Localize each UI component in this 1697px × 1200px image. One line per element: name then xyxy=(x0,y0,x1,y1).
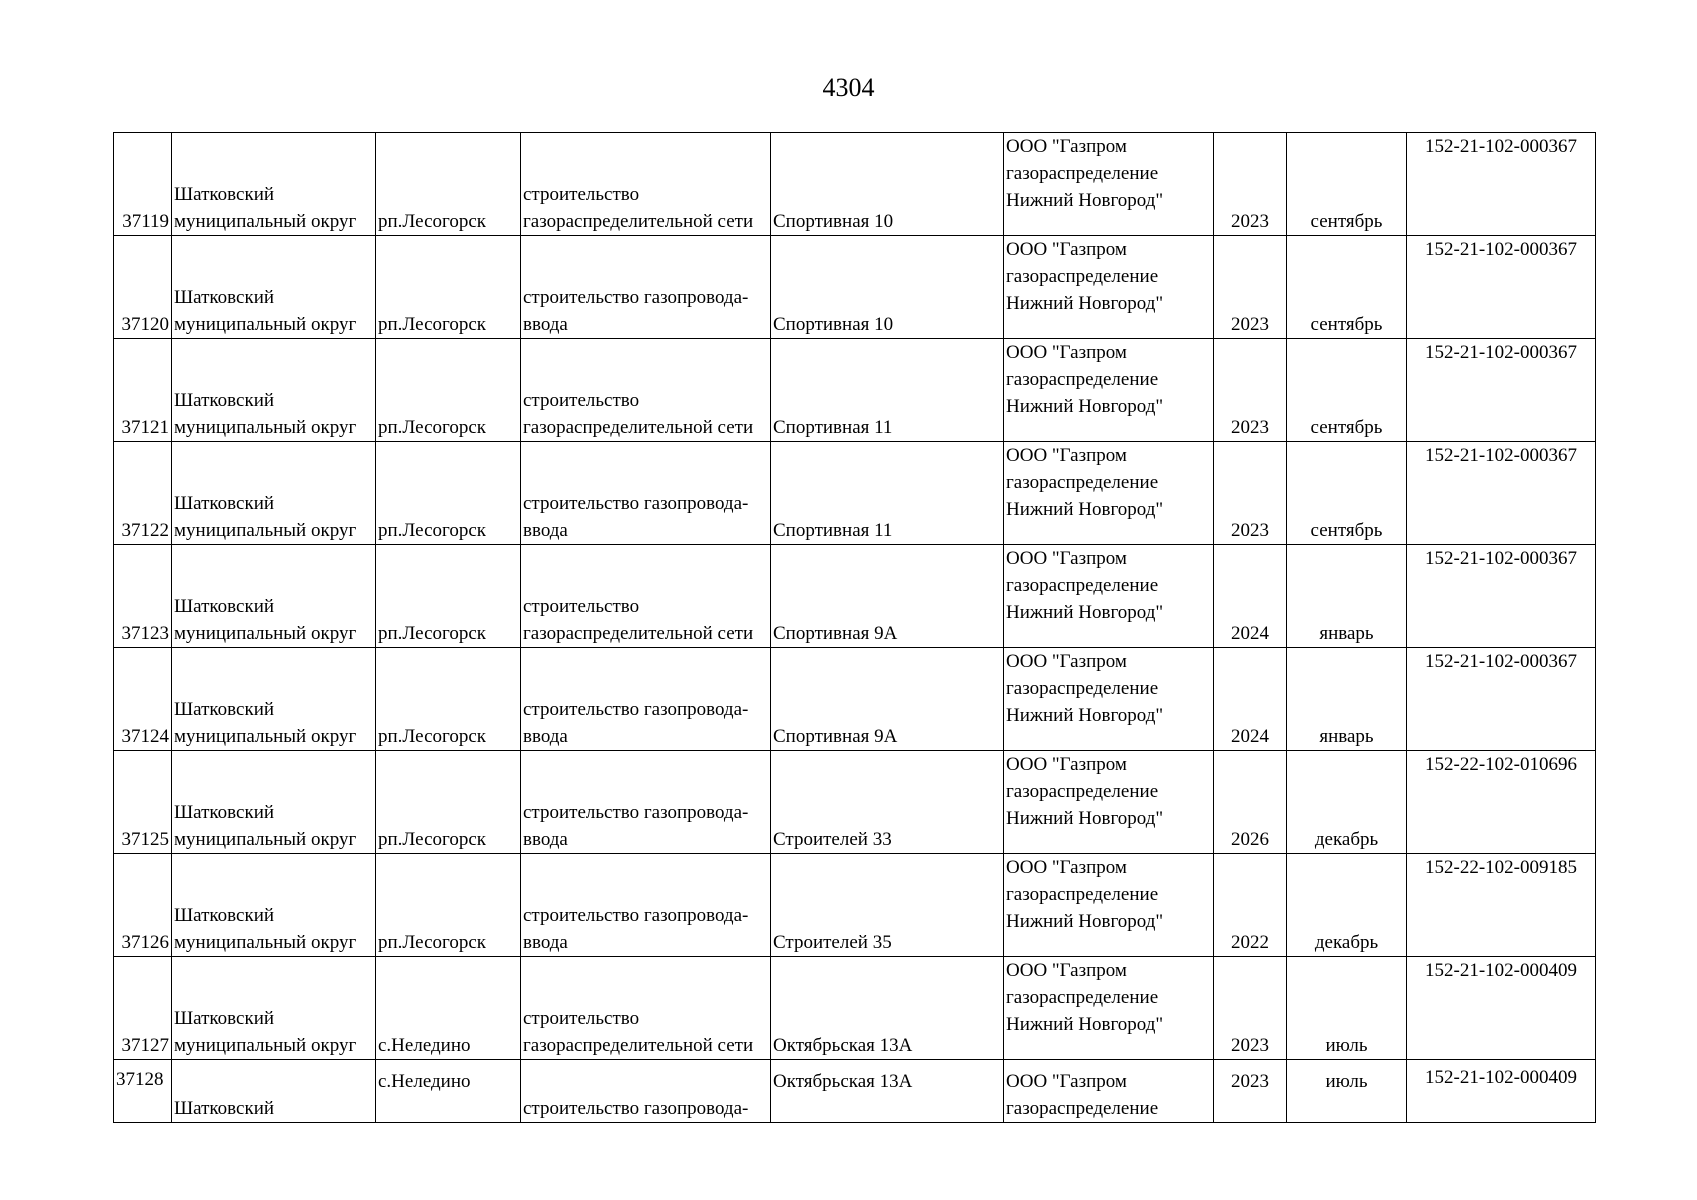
organization-cell-line: газораспределение xyxy=(1006,369,1159,390)
year-cell: 2022 xyxy=(1214,854,1287,957)
organization-cell-line: ООО "Газпром xyxy=(1006,136,1127,157)
district-cell-line: Шатковский xyxy=(174,699,275,720)
work-type-cell-line: газораспределительной сети xyxy=(523,623,754,644)
district-cell-line: Шатковский xyxy=(174,1098,275,1119)
address-cell: Октябрьская 13А xyxy=(771,1060,1004,1123)
organization-cell-line: ООО "Газпром xyxy=(1006,445,1127,466)
work-type-cell-line xyxy=(523,1068,768,1095)
row-number-cell: 37123 xyxy=(114,545,172,648)
work-type-cell-line: газораспределительной сети xyxy=(523,211,754,232)
year-cell: 2026 xyxy=(1214,751,1287,854)
month-cell: январь xyxy=(1287,648,1407,751)
work-type-cell xyxy=(521,1060,771,1123)
address-cell: Спортивная 10 xyxy=(771,236,1004,339)
district-cell-line: муниципальный округ xyxy=(174,417,357,438)
month-cell: июль xyxy=(1287,1060,1407,1123)
address-cell: Строителей 33 xyxy=(771,751,1004,854)
table-row xyxy=(114,1060,1596,1123)
code-cell: 152-21-102-000409 xyxy=(1407,1060,1596,1123)
organization-cell xyxy=(1004,339,1214,442)
work-type-cell xyxy=(521,236,771,339)
locality-cell: рп.Лесогорск xyxy=(376,648,521,751)
organization-cell-line: Нижний Новгород" xyxy=(1006,396,1164,417)
work-type-cell xyxy=(521,854,771,957)
locality-cell: рп.Лесогорск xyxy=(376,751,521,854)
month-cell: сентябрь xyxy=(1287,442,1407,545)
year-cell: 2024 xyxy=(1214,648,1287,751)
organization-cell xyxy=(1004,545,1214,648)
table-row xyxy=(114,545,1596,648)
organization-cell xyxy=(1004,751,1214,854)
month-cell: сентябрь xyxy=(1287,236,1407,339)
address-cell: Спортивная 11 xyxy=(771,442,1004,545)
code-cell: 152-22-102-009185 xyxy=(1407,854,1596,957)
year-cell: 2023 xyxy=(1214,133,1287,236)
code-cell: 152-21-102-000367 xyxy=(1407,545,1596,648)
table-row xyxy=(114,339,1596,442)
organization-cell-line: ООО "Газпром xyxy=(1006,754,1127,775)
district-cell xyxy=(172,648,376,751)
organization-cell-line: газораспределение xyxy=(1006,987,1159,1008)
table-row xyxy=(114,236,1596,339)
row-number-cell: 37128 xyxy=(114,1060,172,1123)
month-cell: июль xyxy=(1287,957,1407,1060)
code-cell: 152-21-102-000367 xyxy=(1407,339,1596,442)
district-cell-line: муниципальный округ xyxy=(174,314,357,335)
work-type-cell-line: строительство xyxy=(523,596,640,617)
address-cell: Спортивная 11 xyxy=(771,339,1004,442)
locality-cell: рп.Лесогорск xyxy=(376,236,521,339)
organization-cell-line: газораспределение xyxy=(1006,266,1159,287)
work-type-cell-line: строительство xyxy=(523,1008,640,1029)
work-type-cell-line: строительство газопровода- xyxy=(523,1098,749,1119)
organization-cell xyxy=(1004,854,1214,957)
row-number-cell: 37119 xyxy=(114,133,172,236)
work-type-cell xyxy=(521,339,771,442)
code-cell: 152-21-102-000367 xyxy=(1407,133,1596,236)
district-cell-line: Шатковский xyxy=(174,596,275,617)
year-cell: 2024 xyxy=(1214,545,1287,648)
work-type-cell xyxy=(521,442,771,545)
month-cell: сентябрь xyxy=(1287,339,1407,442)
row-number-cell: 37121 xyxy=(114,339,172,442)
table-row xyxy=(114,133,1596,236)
district-cell-line xyxy=(174,1068,373,1095)
work-type-cell-line: ввода xyxy=(523,829,568,850)
gas-construction-table xyxy=(113,132,1596,1123)
address-cell: Спортивная 9А xyxy=(771,648,1004,751)
organization-cell xyxy=(1004,648,1214,751)
month-cell: сентябрь xyxy=(1287,133,1407,236)
page-number: 4304 xyxy=(822,73,875,102)
locality-cell: рп.Лесогорск xyxy=(376,339,521,442)
organization-cell-line: газораспределение xyxy=(1006,575,1159,596)
organization-cell-line: ООО "Газпром xyxy=(1006,857,1127,878)
district-cell-line: муниципальный округ xyxy=(174,1035,357,1056)
district-cell-line: Шатковский xyxy=(174,905,275,926)
table-body xyxy=(114,133,1596,1123)
work-type-cell xyxy=(521,545,771,648)
district-cell xyxy=(172,545,376,648)
address-cell: Октябрьская 13А xyxy=(771,957,1004,1060)
district-cell-line: муниципальный округ xyxy=(174,726,357,747)
row-number-cell: 37120 xyxy=(114,236,172,339)
organization-cell-line: газораспределение xyxy=(1006,781,1159,802)
locality-cell: с.Неледино xyxy=(376,957,521,1060)
district-cell-line: муниципальный округ xyxy=(174,520,357,541)
organization-cell-line: Нижний Новгород" xyxy=(1006,1014,1164,1035)
organization-cell-line: ООО "Газпром xyxy=(1006,1071,1127,1092)
organization-cell-line: Нижний Новгород" xyxy=(1006,499,1164,520)
work-type-cell-line: газораспределительной сети xyxy=(523,417,754,438)
district-cell xyxy=(172,236,376,339)
locality-cell: рп.Лесогорск xyxy=(376,442,521,545)
code-cell: 152-22-102-010696 xyxy=(1407,751,1596,854)
month-cell: январь xyxy=(1287,545,1407,648)
locality-cell: с.Неледино xyxy=(376,1060,521,1123)
row-number-cell: 37122 xyxy=(114,442,172,545)
organization-cell xyxy=(1004,442,1214,545)
work-type-cell xyxy=(521,648,771,751)
work-type-cell-line: строительство газопровода- xyxy=(523,905,749,926)
year-cell: 2023 xyxy=(1214,236,1287,339)
organization-cell-line: Нижний Новгород" xyxy=(1006,808,1164,829)
district-cell xyxy=(172,133,376,236)
month-cell: декабрь xyxy=(1287,854,1407,957)
work-type-cell xyxy=(521,133,771,236)
organization-cell-line: ООО "Газпром xyxy=(1006,960,1127,981)
year-cell: 2023 xyxy=(1214,957,1287,1060)
month-cell: декабрь xyxy=(1287,751,1407,854)
work-type-cell-line: ввода xyxy=(523,932,568,953)
work-type-cell xyxy=(521,957,771,1060)
district-cell xyxy=(172,751,376,854)
organization-cell-line: ООО "Газпром xyxy=(1006,548,1127,569)
work-type-cell-line: строительство xyxy=(523,390,640,411)
work-type-cell-line: газораспределительной сети xyxy=(523,1035,754,1056)
district-cell xyxy=(172,957,376,1060)
district-cell-line: муниципальный округ xyxy=(174,211,357,232)
work-type-cell-line: строительство xyxy=(523,184,640,205)
table-row xyxy=(114,854,1596,957)
district-cell xyxy=(172,854,376,957)
work-type-cell-line: строительство газопровода- xyxy=(523,287,749,308)
district-cell-line: Шатковский xyxy=(174,493,275,514)
work-type-cell-line: строительство газопровода- xyxy=(523,493,749,514)
row-number-cell: 37124 xyxy=(114,648,172,751)
row-number-cell: 37125 xyxy=(114,751,172,854)
table-row xyxy=(114,442,1596,545)
row-number-cell: 37127 xyxy=(114,957,172,1060)
address-cell: Строителей 35 xyxy=(771,854,1004,957)
address-cell: Спортивная 9А xyxy=(771,545,1004,648)
locality-cell: рп.Лесогорск xyxy=(376,854,521,957)
work-type-cell-line: ввода xyxy=(523,520,568,541)
work-type-cell xyxy=(521,751,771,854)
organization-cell-line: Нижний Новгород" xyxy=(1006,190,1164,211)
district-cell xyxy=(172,442,376,545)
district-cell-line: Шатковский xyxy=(174,287,275,308)
district-cell xyxy=(172,339,376,442)
table-row xyxy=(114,648,1596,751)
table-row xyxy=(114,751,1596,854)
district-cell xyxy=(172,1060,376,1123)
district-cell-line: муниципальный округ xyxy=(174,829,357,850)
locality-cell: рп.Лесогорск xyxy=(376,545,521,648)
district-cell-line: Шатковский xyxy=(174,390,275,411)
organization-cell-line: ООО "Газпром xyxy=(1006,651,1127,672)
district-cell-line: Шатковский xyxy=(174,1008,275,1029)
district-cell-line: Шатковский xyxy=(174,184,275,205)
table-row xyxy=(114,957,1596,1060)
organization-cell-line: газораспределение xyxy=(1006,884,1159,905)
organization-cell-line: ООО "Газпром xyxy=(1006,342,1127,363)
code-cell: 152-21-102-000367 xyxy=(1407,648,1596,751)
organization-cell-line: газораспределение xyxy=(1006,1098,1159,1119)
organization-cell-line: Нижний Новгород" xyxy=(1006,602,1164,623)
organization-cell xyxy=(1004,957,1214,1060)
work-type-cell-line: строительство газопровода- xyxy=(523,699,749,720)
work-type-cell-line: ввода xyxy=(523,314,568,335)
organization-cell-line: Нижний Новгород" xyxy=(1006,911,1164,932)
code-cell: 152-21-102-000367 xyxy=(1407,236,1596,339)
year-cell: 2023 xyxy=(1214,1060,1287,1123)
organization-cell-line: газораспределение xyxy=(1006,163,1159,184)
district-cell-line: муниципальный округ xyxy=(174,623,357,644)
locality-cell: рп.Лесогорск xyxy=(376,133,521,236)
district-cell-line: муниципальный округ xyxy=(174,932,357,953)
organization-cell xyxy=(1004,236,1214,339)
year-cell: 2023 xyxy=(1214,339,1287,442)
code-cell: 152-21-102-000409 xyxy=(1407,957,1596,1060)
district-cell-line: Шатковский xyxy=(174,802,275,823)
organization-cell-line: Нижний Новгород" xyxy=(1006,705,1164,726)
organization-cell xyxy=(1004,1060,1214,1123)
organization-cell-line: ООО "Газпром xyxy=(1006,239,1127,260)
work-type-cell-line: ввода xyxy=(523,726,568,747)
organization-cell-line: Нижний Новгород" xyxy=(1006,293,1164,314)
row-number-cell: 37126 xyxy=(114,854,172,957)
organization-cell-line: газораспределение xyxy=(1006,678,1159,699)
address-cell: Спортивная 10 xyxy=(771,133,1004,236)
organization-cell-line: газораспределение xyxy=(1006,472,1159,493)
work-type-cell-line: строительство газопровода- xyxy=(523,802,749,823)
year-cell: 2023 xyxy=(1214,442,1287,545)
code-cell: 152-21-102-000367 xyxy=(1407,442,1596,545)
organization-cell xyxy=(1004,133,1214,236)
